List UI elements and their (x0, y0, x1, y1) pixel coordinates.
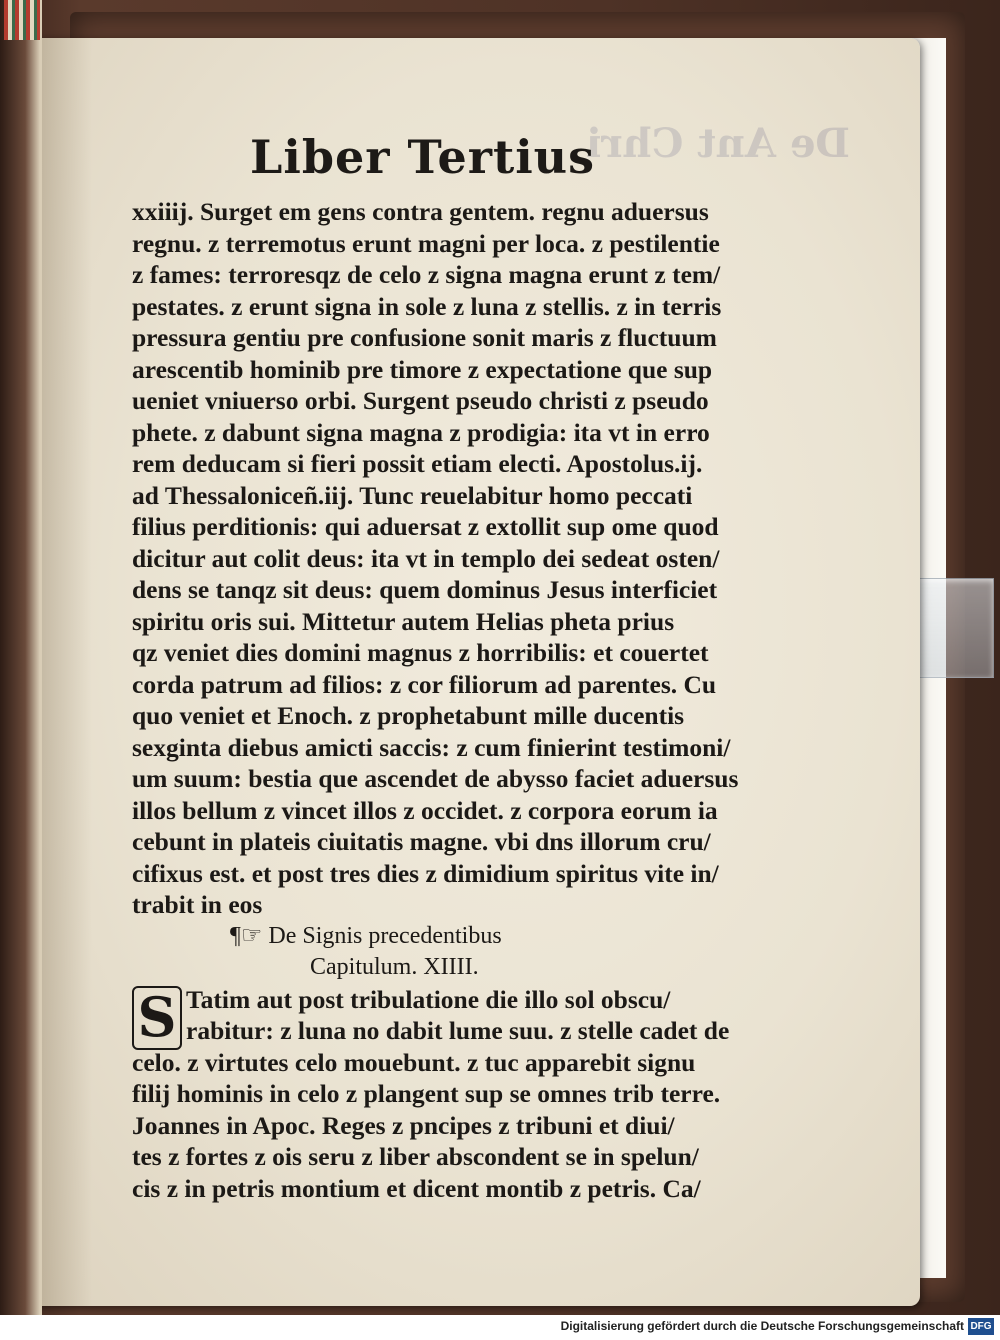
text-line: phete. z dabunt signa magna z prodigia: ita vt in erro (132, 417, 710, 447)
text-line: celo. z virtutes celo mouebunt. z tuc apparebit signu (132, 1047, 696, 1077)
text-line: um suum: bestia que ascendet de abysso faciet aduersus (132, 764, 739, 793)
chapter-number: Capitulum. XIIII. (310, 954, 479, 980)
text-line: cebunt in plateis ciuitatis magne. vbi dns illorum cru/ (132, 827, 711, 856)
dfg-logo: DFG (968, 1318, 994, 1335)
text-line: rabitur: z luna no dabit lume suu. z stelle cadet de (186, 1016, 730, 1045)
main-text (132, 196, 750, 1204)
chapter-heading-text: De Signis precedentibus (268, 922, 502, 949)
text-line: qz veniet dies domini magnus z horribilis: et couertet (132, 638, 709, 667)
footer-credit: Digitalisierung gefördert durch die Deutsche Forschungsgemeinschaft (560, 1319, 964, 1333)
spine (0, 0, 42, 1315)
text-line: tes z fortes z ois seru z liber abscondent se in spelun/ (132, 1142, 699, 1171)
text-line: dicitur aut colit deus: ita vt in templo dei sedeat osten/ (132, 543, 720, 573)
running-title: Liber Tertius (250, 130, 596, 184)
footer-bar (0, 1315, 1000, 1340)
text-line: regnu. z terremotus erunt magni per loca. z pestilentie (132, 228, 720, 258)
text-line: z fames: terroresqz de celo z signa magna erunt z tem/ (132, 260, 721, 289)
text-line: rem deducam si fieri possit etiam electi. Apostolus.ij. (132, 449, 703, 478)
text-line: Tatim aut post tribulatione die illo sol obscu/ (186, 984, 671, 1014)
headband (4, 0, 40, 40)
text-line: quo veniet et Enoch. z prophetabunt mille ducentis (132, 701, 685, 730)
text-line: arescentib hominib pre timore z expectatione que sup (132, 354, 713, 384)
text-line: Joannes in Apoc. Reges z pncipes z tribuni et diui/ (132, 1110, 675, 1140)
text-line: sexginta diebus amicti saccis: z cum finierint testimoni/ (132, 732, 731, 762)
text-line: spiritu oris sui. Mittetur autem Helias pheta prius (132, 606, 675, 636)
text-line: pestates. z erunt signa in sole z luna z stellis. z in terris (132, 291, 722, 321)
text-line: ad Thessaloniceñ.iij. Tunc reuelabitur homo peccati (132, 480, 693, 510)
text-line: ueniet vniuerso orbi. Surgent pseudo christi z pseudo (132, 386, 709, 415)
text-line: corda patrum ad filios: z cor filiorum ad parentes. Cu (132, 669, 717, 699)
section-body (132, 984, 750, 1205)
drop-cap-initial: S (132, 986, 182, 1050)
text-line: cis z in petris montium et dicent montib z petris. Ca/ (132, 1173, 701, 1203)
text-line: trabit in eos (132, 890, 263, 919)
text-line: filij hominis in celo z plangent sup se omnes trib terre. (132, 1079, 721, 1108)
text-line: dens se tanqz sit deus: quem dominus Jesus interficiet (132, 575, 718, 604)
bleed-through-text: De Ant Chri (586, 120, 850, 167)
text-line: xxiiij. Surget em gens contra gentem. regnu aduersus (132, 197, 709, 226)
chapter-heading (132, 921, 750, 953)
paragraph-mark-icon: ¶☞ (230, 922, 263, 949)
text-line: illos bellum z vincet illos z occidet. z corpora eorum ia (132, 795, 718, 825)
text-line: filius perditionis: qui aduersat z extollit sup ome quod (132, 512, 719, 541)
text-line: pressura gentiu pre confusione sonit maris z fluctuum (132, 323, 717, 352)
text-line: cifixus est. et post tres dies z dimidium spiritus vite in/ (132, 858, 719, 888)
